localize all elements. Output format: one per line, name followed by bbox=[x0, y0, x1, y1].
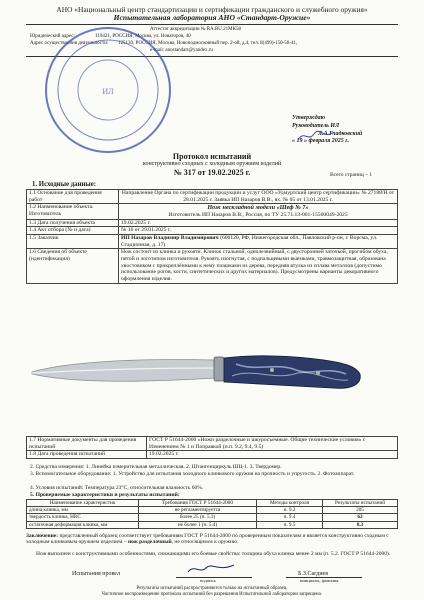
conclusion: Заключение: представленный образец соответствует требованиям ГОСТ Р 51644-2000 по проверенным показателям и является конструктивно сходным с холодным клинковым оружием изделием – нож разделочный, не относящимся к оружию. bbox=[26, 533, 389, 546]
source-data-table bbox=[26, 189, 398, 284]
requisite-legal: Юридический адрес: 119421, РОССИЯ, Москва, ул. Новаторов, 40 bbox=[30, 34, 191, 39]
section5-title: 5. Проверяемые характеристики и результаты испытаний: bbox=[30, 492, 180, 498]
footer-line-1: Результаты испытаний распространяются только на испытанный образец. bbox=[136, 586, 288, 591]
table-header-row: Наименование характеристик Требования ГОСТ Р 51644-2000 Методы контроля Результаты испытаний bbox=[27, 500, 398, 507]
protocol-number: № 317 от 19.02.2025 г. bbox=[173, 168, 251, 177]
knife-photo bbox=[26, 332, 366, 418]
approval-date: « 19 » февраля 2025 г. bbox=[292, 138, 349, 145]
accreditation: Аттестат аккредитации № RA.RU.21МК58 bbox=[150, 27, 241, 32]
round-seal-stamp bbox=[38, 20, 178, 160]
tester-name: Б.З.Сагдиев bbox=[298, 571, 329, 577]
footer-line-2: Частичное воспроизведение протокола испытаний без разрешения Испытательной лаборатории запрещено. bbox=[101, 592, 323, 597]
org-header: АНО «Национальный центр стандартизации и сертификации гражданского и служебного оружия» bbox=[56, 5, 368, 14]
table-row: остаточная деформация клинка, мм не более 1 (п. 5.4) п. 9.5 0,3 bbox=[27, 521, 398, 528]
section3-equipment: 3. Вспомогательное оборудование: 1. Устройство для испытания холодного клинкового оружия на прочность и упругость. 2. Фотоаппарат. bbox=[30, 471, 355, 477]
table-row: 1.6 Сведения об объекте (идентификация) Нож состоит из клинка и рукояти. Клинок стальной, однолезвийный, с двусторонней заточкой, прогибом обуха, пятой и логотипом изготовителя. Рукоять изогнутая, с подпальцевыми выемками, травмозащитная, образована хвостовиком с прикреплёнными к нему плашками из дерева, передняя втулка из сплава металлов (допустимо использование рогов, кости, синтетических и других материалов). Предусмотрены варианты декоративного оформления изделия. bbox=[27, 249, 398, 284]
tester-signature-icon bbox=[186, 562, 236, 576]
section1-title: 1. Исходные данные: bbox=[32, 181, 96, 188]
section2-instruments: 2. Средства измерения: 1. Линейка измерительная металлическая. 2. Штангенциркуль ШЦ-1. 3. Твердомер. bbox=[30, 464, 282, 470]
table-row: 1.1 Основание для проведения работ Направление Органа по сертификации продукции и услуг ООО «Удмуртский центр сертификации» № 27188/Н от 28.01.2025 г. Заявка ИП Назаров В.В., вх. № 05 от 13.01.2025 г. bbox=[27, 190, 398, 204]
approval-label: Утверждаю bbox=[292, 115, 326, 121]
signature-label: Испытания провел bbox=[72, 571, 120, 577]
approval-signature-icon bbox=[296, 128, 336, 144]
table-row: 1.7 Нормативные документы для проведения испытаний ГОСТ Р 51644-2000 «Ножи разделочные и шкуросъемные. Общие технические условия» с Изменением № 1 и Поправкой (п.п. 9.2, 9.4, 9.5) bbox=[27, 437, 398, 451]
protocol-title: Протокол испытаний bbox=[172, 152, 252, 161]
name-caption: инициалы, фамилия bbox=[300, 578, 339, 583]
table-row: длина клинка, мм не регламентируется п. 9.2 205 bbox=[27, 507, 398, 514]
table-row: твердость клинка, HRC более 25 (п. 5.3) п. 9.4 62 bbox=[27, 514, 398, 521]
signature-caption: подпись bbox=[200, 578, 216, 583]
protocol-subtitle: конструктивно сходных с холодным оружием изделий bbox=[142, 161, 282, 167]
requisite-address: Адрес осуществления деятельности: 125130, РОССИЯ, Москва, Новоподмосковный пер. 2-ой, д.4, тел. 8(499)-150-58-41, bbox=[30, 41, 298, 46]
results-table bbox=[26, 499, 398, 529]
normative-table bbox=[26, 436, 398, 459]
svg-text:ИЛ: ИЛ bbox=[102, 87, 114, 96]
table-row: 1.2 Наименование объекта. Изготовитель Нож нескладной модели «Шеф № 7» Изготовитель ИП Назаров В.В., Россия, по ТУ 25.71.13-001-15500049-2025 bbox=[27, 204, 398, 219]
approval-role: Руководитель ИЛ bbox=[292, 122, 340, 129]
conclusion-note: Нож выполнен с конструктивными особенностями, снижающими его боевые свойства: толщина обуха клинка менее 2 мм (п. 5.2. ГОСТ Р 51644-2000). bbox=[36, 551, 391, 557]
section4-conditions: 4. Условия испытаний: Температура 23°С, относительная влажность 60%. bbox=[30, 485, 204, 491]
approval-name: Л.А.Гладковский bbox=[318, 130, 363, 137]
table-row: 1.8 Дата проведения испытаний 19.02.2025 г. bbox=[27, 451, 398, 459]
table-row: 1.4 Акт отбора (№ и дата) № 16 от 29.01.2025 г. bbox=[27, 227, 398, 235]
table-row: 1.5 Заказчик ИП Назаров Владимир Владимирович (606120, РФ, Нижегородская обл., Павловский р-он, г. Ворсма, ул. Стадионная, д. 17) bbox=[27, 234, 398, 248]
conclusion-label: Заключение: bbox=[26, 533, 59, 539]
page-count: Всего страниц – 1 bbox=[330, 172, 373, 178]
requisite-email: e-mail: anostandart@yandex.ru bbox=[150, 48, 213, 53]
lab-header: Испытательная лаборатория АНО «Стандарт-Оружие» bbox=[113, 13, 311, 22]
table-row: 1.3 Дата получения объекта 19.02.2025 г. bbox=[27, 219, 398, 227]
